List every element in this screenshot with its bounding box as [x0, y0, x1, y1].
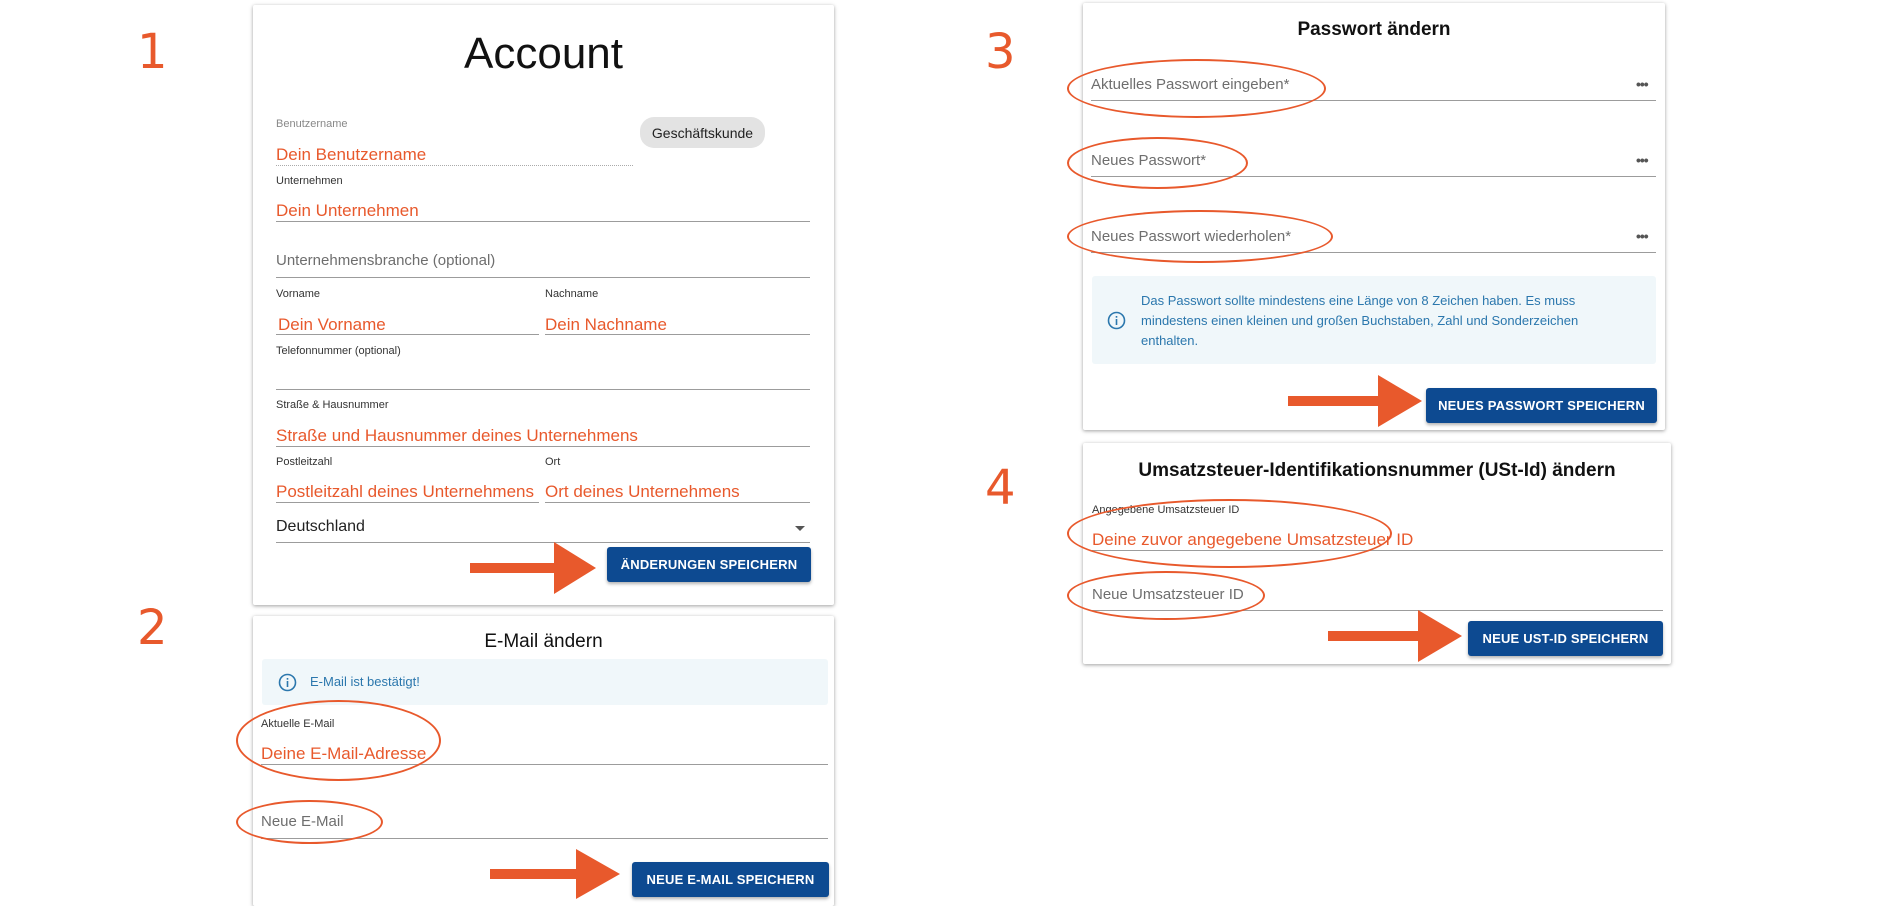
account-title: Account [464, 29, 623, 78]
password-title: Passwort ändern [1297, 19, 1451, 40]
account-card [253, 5, 834, 605]
lastname-label: Nachname [545, 288, 599, 300]
street-input[interactable]: Straße und Hausnummer deines Unternehmens [276, 426, 638, 445]
company-input[interactable]: Dein Unternehmen [276, 201, 419, 220]
current-email-highlight [236, 700, 441, 781]
password-hint-line-2: mindestens einen kleinen und großen Buchstaben, Zahl und Sonderzeichen [1141, 313, 1579, 328]
current-email-value: Deine E-Mail-Adresse [261, 744, 427, 763]
city-underline [545, 502, 810, 503]
current-vat-highlight [1067, 499, 1392, 568]
lastname-underline [545, 334, 810, 335]
vat-title: Umsatzsteuer-Identifikationsnummer (USt-Id) ändern [1138, 460, 1616, 481]
zip-input[interactable]: Postleitzahl deines Unternehmens [276, 482, 534, 501]
new-email-input[interactable]: Neue E-Mail [261, 813, 344, 830]
step-number-4: 4 [985, 460, 1016, 516]
lastname-input[interactable]: Dein Nachname [545, 315, 667, 334]
username-underline [276, 165, 633, 166]
step-number-2: 2 [137, 600, 168, 656]
city-label: Ort [545, 456, 561, 468]
info-icon [1107, 311, 1126, 330]
current-password-highlight [1067, 59, 1326, 118]
current-email-label: Aktuelle E-Mail [261, 718, 335, 730]
industry-input[interactable]: Unternehmensbranche (optional) [276, 252, 496, 269]
current-vat-value: Deine zuvor angegebene Umsatzsteuer ID [1092, 530, 1414, 549]
save-email-button[interactable]: NEUE E-MAIL SPEICHERN [632, 862, 829, 897]
repeat-password-highlight [1067, 210, 1333, 263]
current-password-input[interactable]: Aktuelles Passwort eingeben* [1091, 76, 1290, 93]
zip-underline [276, 502, 539, 503]
phone-label: Telefonnummer (optional) [276, 345, 401, 357]
password-hint-line-1: Das Passwort sollte mindestens eine Länge von 8 Zeichen haben. Es muss [1141, 293, 1576, 308]
dropdown-caret-icon[interactable] [795, 526, 805, 531]
firstname-underline [276, 334, 539, 335]
step-number-1: 1 [137, 24, 168, 80]
new-email-highlight [236, 800, 383, 844]
street-underline [276, 446, 810, 447]
password-hint-line-3: enthalten. [1141, 333, 1199, 348]
info-icon [278, 673, 297, 692]
pointer-arrow-4 [1328, 610, 1462, 662]
new-password-input[interactable]: Neues Passwort* [1091, 152, 1207, 169]
save-vat-button[interactable]: NEUE UST-ID SPEICHERN [1468, 621, 1663, 656]
firstname-input[interactable]: Dein Vorname [278, 315, 386, 334]
pointer-arrow-2 [490, 849, 620, 899]
email-verified-text: E-Mail ist bestätigt! [310, 674, 420, 689]
save-password-button[interactable]: NEUES PASSWORT SPEICHERN [1426, 388, 1657, 423]
current-vat-label: Angegebene Umsatzsteuer ID [1092, 504, 1240, 516]
company-underline [276, 221, 810, 222]
industry-underline [276, 277, 810, 278]
phone-input[interactable] [276, 389, 810, 390]
email-title: E-Mail ändern [484, 631, 603, 652]
save-account-button[interactable]: ÄNDERUNGEN SPEICHERN [607, 547, 811, 582]
new-password-highlight [1067, 137, 1248, 189]
password-dots-icon[interactable]: ••• [1636, 76, 1648, 92]
company-label: Unternehmen [276, 175, 343, 187]
repeat-password-input[interactable]: Neues Passwort wiederholen* [1091, 228, 1292, 245]
username-value: Dein Benutzername [276, 145, 427, 164]
firstname-label: Vorname [276, 288, 321, 300]
pointer-arrow-1 [470, 542, 596, 594]
username-label: Benutzername [276, 118, 348, 130]
street-label: Straße & Hausnummer [276, 399, 389, 411]
zip-label: Postleitzahl [276, 456, 333, 468]
city-input[interactable]: Ort deines Unternehmens [545, 482, 740, 501]
password-dots-icon[interactable]: ••• [1636, 228, 1648, 244]
pointer-arrow-3 [1288, 375, 1422, 427]
business-customer-chip[interactable]: Geschäftskunde [640, 117, 765, 148]
country-select[interactable]: Deutschland [276, 518, 365, 535]
step-number-3: 3 [985, 24, 1016, 80]
new-vat-highlight [1067, 571, 1265, 620]
password-dots-icon[interactable]: ••• [1636, 152, 1648, 168]
new-vat-input[interactable]: Neue Umsatzsteuer ID [1092, 586, 1244, 603]
